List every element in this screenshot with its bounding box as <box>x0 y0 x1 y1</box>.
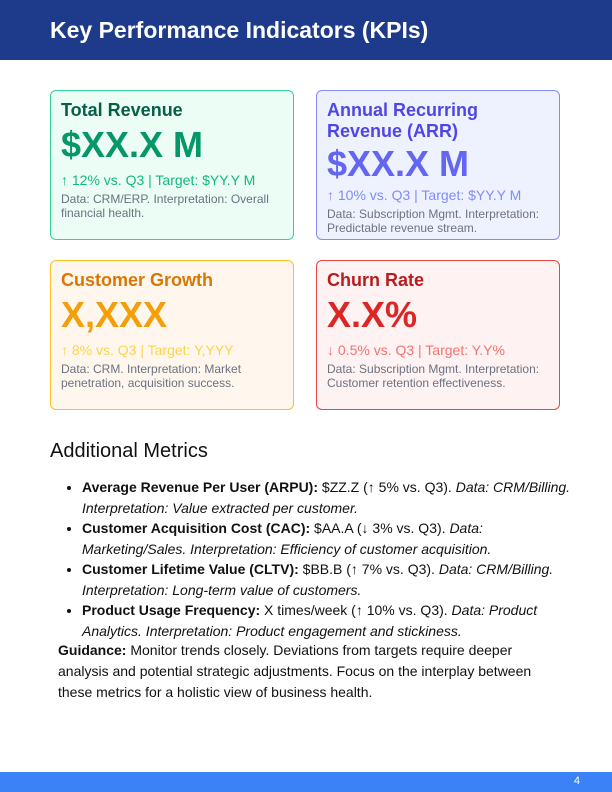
kpi-title: Customer Growth <box>61 270 214 290</box>
list-item <box>82 518 572 559</box>
kpi-description: Data: Subscription Mgmt. Interpretation: Customer retention effectiveness. <box>327 362 540 390</box>
metric-name: Customer Lifetime Value (CLTV): <box>82 561 299 577</box>
kpi-value: $XX.X M <box>327 143 470 184</box>
metric-name: Customer Acquisition Cost (CAC): <box>82 520 311 536</box>
kpi-card-total-revenue <box>50 90 294 240</box>
section-heading: Additional Metrics <box>50 440 208 462</box>
guidance-label: Guidance: <box>58 642 127 658</box>
page-header <box>0 0 612 60</box>
metric-name: Average Revenue Per User (ARPU): <box>82 479 319 495</box>
metric-value: $BB.B (↑ 7% vs. Q3). <box>298 561 439 577</box>
kpi-title: Total Revenue <box>61 100 183 120</box>
metric-value: $ZZ.Z (↑ 5% vs. Q3). <box>318 479 456 495</box>
guidance-paragraph <box>58 640 558 703</box>
list-item <box>82 559 572 600</box>
guidance-text: Monitor trends closely. Deviations from targets require deeper analysis and potential strategic adjustments. Focus on the interplay between these metrics for a holistic view of business health. <box>58 642 532 700</box>
kpi-card-arr <box>316 90 560 240</box>
metric-value: X times/week (↑ 10% vs. Q3). <box>260 602 452 618</box>
page-title: Key Performance Indicators (KPIs) <box>50 17 429 43</box>
kpi-change: ↓ 0.5% vs. Q3 | Target: Y.Y% <box>327 342 505 358</box>
kpi-value: X,XXX <box>61 294 168 335</box>
kpi-value: X.X% <box>327 294 418 335</box>
kpi-description: Data: CRM/ERP. Interpretation: Overall financial health. <box>61 192 269 220</box>
kpi-title: Churn Rate <box>327 270 425 290</box>
kpi-change: ↑ 10% vs. Q3 | Target: $YY.Y M <box>327 187 522 203</box>
metric-value: $AA.A (↓ 3% vs. Q3). <box>310 520 450 536</box>
kpi-value: $XX.X M <box>61 124 204 165</box>
kpi-description: Data: CRM. Interpretation: Market penetration, acquisition success. <box>61 362 242 390</box>
kpi-title: Annual Recurring Revenue (ARR) <box>327 100 479 141</box>
metrics-list <box>64 477 572 641</box>
page-number: 4 <box>573 775 580 787</box>
kpi-card-churn-rate <box>316 260 560 410</box>
metric-note: Data: Product Analytics. Interpretation: Product engagement and stickiness. <box>82 602 538 639</box>
kpi-change: ↑ 8% vs. Q3 | Target: Y,YYY <box>61 342 234 358</box>
kpi-card-customer-growth <box>50 260 294 410</box>
page-footer <box>0 772 612 792</box>
kpi-change: ↑ 12% vs. Q3 | Target: $YY.Y M <box>61 172 256 188</box>
metric-name: Product Usage Frequency: <box>82 602 261 618</box>
kpi-description: Data: Subscription Mgmt. Interpretation: Predictable revenue stream. <box>327 207 540 235</box>
metric-note: Data: CRM/Billing. Interpretation: Long-term value of customers. <box>82 561 554 598</box>
list-item <box>82 477 572 518</box>
metric-note: Data: CRM/Billing. Interpretation: Value extracted per customer. <box>82 479 571 516</box>
metric-note: Data: Marketing/Sales. Interpretation: Efficiency of customer acquisition. <box>82 520 492 557</box>
list-item <box>82 600 572 641</box>
